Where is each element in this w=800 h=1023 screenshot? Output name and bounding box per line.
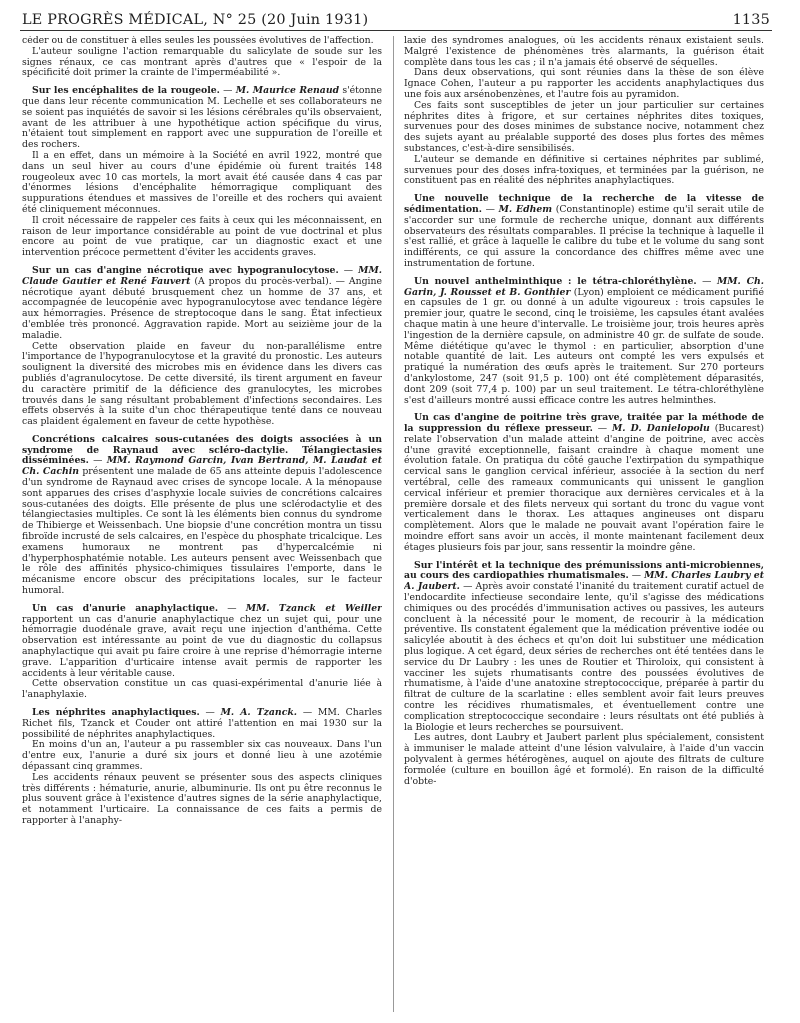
page-number: 1135 — [732, 12, 770, 28]
paragraph: céder ou de constituer à elles seules les poussées évolutives de l'affection. — [22, 36, 374, 46]
article-text: s'étonne que dans leur récente communication M. Lechelle et ses collaborateurs ne se soient pas inquiétés de savoir si les lésions cérébrales qu'ils observaient, avant de les attribuer à une hypothétique action spécifique du virus, n'étaient tout simplement en rapport avec une suppuration de l'oreille et des rochers. — [22, 85, 382, 151]
article-anthelminthique: Un nouvel anthelminthique : le tétra-chloréthylène. — MM. Ch. Garin, J. Rousset et B. Gonthier (Lyon) emploient ce médicament purifié en capsules de 1 gr. ou donné à un adulte vigoureux : trois capsules le premier jour, quatre le second, cinq le troisième, les capsules étant avalées chaque matin à une heure d'intervalle. Le troisième jour, trois heures après l'ingestion de la dernière capsule, on administre 40 gr. de sulfate de soude. Même diététique qu'avec le thymol : en particulier, absorption d'une notable quantité de lait. Les auteurs ont compté les vers expulsés et pratiqué la numération des œufs après le traitement. Sur 270 porteurs d'ankylostome, 247 (soit 91,5 p. 100) ont été complètement déparasités, dont 209 (soit 77,4 p. 100) par un seul traitement. Le tétra-chloréthylène s'est d'ailleurs montré aussi efficace contre les autres helminthes. — [404, 275, 764, 406]
article-text: — Après avoir constaté l'inanité du traitement curatif actuel de l'endocardite infectieuse secondaire lente, qu'il s'agisse des médications chimiques ou des procédés d'immunisation actives ou passives, les auteurs concluent à la nécessité pour le moment, de recourir à la médication préventive. Ils constatent également que la médication préventive iodée ou salicylée aboutit à des échecs et qu'on doit lui substituer une médication plus logique. A cet égard, deux séries de recherches ont été tentées dans le service du Dr Laubry : les unes de Routier et Thiroloix, qui consistent à vacciner les sujets rhumatisants contre des poussées évolutives de rhumatisme, à l'aide d'une anatoxine streptococcique, préparée à partir du filtrat de culture de la scarlatine : elles semblent avoir fait leurs preuves contre les récidives rhumatismales, et éventuellement contre une complication streptococcique secondaire : leurs résultats ont été publiés à la Biologie et leurs recherches se poursuivent. — [404, 581, 764, 733]
article-sedimentation: Une nouvelle technique de la recherche de la vitesse de sédimentation. — M. Edhem (Constantinople) estime qu'il serait utile de s'accorder sur une formule de recherche unique, donnant aux différents observateurs des résultats comparables. Il précise la technique à laquelle il s'est rallié, et grâce à laquelle le calibre du tube et le volume du sang sont indifférents, ce qui assure la concordance des chiffres même avec une instrumentation de fortune. — [404, 193, 764, 269]
article-author: MM. Charles Laubry et A. Jaubert. — [404, 570, 764, 593]
article-premunissions: Sur l'intérêt et la technique des prémunissions anti-microbiennes, au cours des cardiopathies rhumatismales. — MM. Charles Laubry et A. Jaubert. — Après avoir constaté l'inanité du traitement curatif actuel de l'endocardite infectieuse secondaire lente, qu'il s'agisse des médications chimiques ou des procédés d'immunisation actives ou passives, les auteurs concluent à la nécessité pour le moment, de recourir à la médication préventive. Ils constatent également que la médication préventive iodée ou salicylée aboutit à des échecs et qu'on doit lui substituer une médication plus logique. A cet égard, deux séries de recherches ont été tentées dans le service du Dr Laubry : les unes de Routier et Thiroloix, qui consistent à vacciner les sujets rhumatisants contre des poussées évolutives de rhumatisme, à l'aide d'une anatoxine streptococcique, préparée à partir du filtrat de culture de la scarlatine : elles semblent avoir fait leurs preuves contre les récidives rhumatismales, et éventuellement contre une complication streptococcique secondaire : leurs résultats ont été publiés à la Biologie et leurs recherches se poursuivent. Les autres, dont Laubry et Jaubert parlent plus spécialement, consistent à immuniser le malade atteint d'une lésion valvulaire, à l'aide d'un vaccin polyvalent à germes hétérogènes, auquel on ajoute des filtrats de culture formolée (culture en bouillon âgé et formolé). En raison de la difficulté d'obte- — [404, 559, 764, 787]
article-text: (Lyon) emploient ce médicament purifié en capsules de 1 gr. ou donné à un adulte vigoureux : trois capsules le premier jour, quatre le second, cinq le troisième, les capsules étant avalées chaque matin à une heure d'intervalle. Le troisième jour, trois heures après l'ingestion de la dernière capsule, on administre 40 gr. de sulfate de soude. Même diététique qu'avec le thymol : en particulier, absorption d'une notable quantité de lait. Les auteurs ont compté les vers expulsés et pratiqué la numération des œufs après le traitement. Sur 270 porteurs d'ankylostome, 247 (soit 91,5 p. 100) ont été complètement déparasités, dont 209 (soit 77,4 p. 100) par un seul traitement. Le tétra-chloréthylène s'est d'ailleurs montré aussi efficace contre les autres helminthes. — [404, 286, 764, 406]
paragraph: L'auteur souligne l'action remarquable du salicylate de soude sur les signes rénaux, ce cas montrant après d'autres que « l'espoir de la spécificité doit primer la crainte de l'imperméabilité ». — [22, 45, 382, 79]
paragraph: Dans deux observations, qui sont réunies dans la thèse de son élève Ignace Cohen, l'auteur a pu rapporter les accidents anaphylactiques dus une fois aux arsénobenzènes, et l'autre fois au pyramidon. — [404, 67, 764, 100]
article-title: Sur les encéphalites de la rougeole. — [32, 85, 220, 97]
paragraph: En moins d'un an, l'auteur a pu rassembler six cas nouveaux. Dans l'un d'entre eux, l'anurie a duré six jours et donné lieu à une azotémie dépassant cinq grammes. — [22, 739, 382, 772]
article-text: rapportent un cas d'anurie anaphylactique chez un sujet qui, pour une hémorragie duodénale grave, avait reçu une injection d'anthéma. Cette observation est intéressante au point de vue du diagnostic du collapsus anaphylactique qui avait pu faire croire à une reprise d'hémorragie interne grave. L'apparition d'urticaire intense avait permis de rapporter les accidents à leur véritable cause. — [22, 613, 382, 679]
column-divider — [393, 36, 394, 1012]
journal-page — [20, 12, 772, 1012]
article-title: Concrétions calcaires sous-cutanées des doigts associées à un syndrome de Raynaud avec scléro-dactylie. Télangiectasies disséminées. — [22, 433, 382, 467]
article-title: Sur un cas d'angine nécrotique avec hypogranulocytose. — [32, 264, 339, 276]
article-author: M. D. Danielopolu — [611, 423, 710, 435]
article-text: présentent une malade de 65 ans atteinte depuis l'adolescence d'un syndrome de Raynaud avec crises de syncope locale. A la ménopause sont apparues des crises d'asphyxie locale suivies de concrétions calcaires sous-cutanées des doigts. Elle présente de plus une sclérodactylie et des télangiectasies multiples. Ce sont là les éléments bien connus du syndrome de Thibierge et Weissenbach. Une biopsie d'une concrétion montra un tissu fibroïde incrusté de sels calcaires, en l'espèce du phosphate tricalcique. Les examens humoraux ne montrent pas d'hypercalcémie ni d'hyperphosphatémie notable. Les auteurs pensent avec Weissenbach que le rôle des affinités physico-chimiques tissulaires l'emporte, dans le mécanisme encore obscur des précipitations locales, sur le facteur humoral. — [22, 466, 382, 597]
article-author: MM. Raymond Garcin, Ivan Bertrand, M. Laudat et Ch. Cachin — [22, 455, 382, 478]
right-column — [404, 36, 764, 1012]
paragraph: Cette observation constitue un cas quasi-expérimental d'anurie liée à l'anaphylaxie. — [22, 678, 382, 701]
text-columns — [20, 36, 772, 1012]
article-text: (A propos du procès-verbal). — Angine nécrotique ayant débuté brusquement chez un homme de 37 ans, et accompagnée de leucopénie avec hypogranulocytose avec tendance légère aux hémorragies. Présence de streptocoque dans le sang. État infectieux d'emblée très prononcé. Aggravation rapide. Mort au seizième jour de la maladie. — [22, 275, 382, 341]
journal-title: LE PROGRÈS MÉDICAL, N° 25 (20 Juin 1931) — [22, 12, 369, 28]
paragraph: Ces faits sont susceptibles de jeter un jour particulier sur certaines néphrites dites à frigore, et sur certaines néphrites dites toxiques, survenues pour des doses minimes de substance nocive, notamment chez des sujets ayant au préalable supporté des doses plus fortes des mêmes substances, c'est-à-dire sensibilisés. — [404, 99, 764, 154]
article-angine-necrotique: Sur un cas d'angine nécrotique avec hypogranulocytose. — MM. Claude Gautier et René Fauvert (A propos du procès-verbal). — Angine nécrotique ayant débuté brusquement chez un homme de 37 ans, et accompagnée de leucopénie avec hypogranulocytose avec tendance légère aux hémorragies. Présence de streptocoque dans le sang. État infectieux d'emblée très prononcé. Aggravation rapide. Mort au seizième jour de la maladie. Cette observation plaide en faveur du non-parallélisme entre l'importance de l'hypogranulocytose et la gravité du pronostic. Les auteurs soulignent la diversité des microbes mis en évidence dans les divers cas publiés d'agranulocytose. De cette diversité, ils tirent argument en faveur du caractère primitif de la déficience des granulocytes, les microbes trouvés dans le sang résultant probablement d'infections secondaires. Les effets observés à la suite d'un choc thérapeutique tenté dans ce nouveau cas plaident également en faveur de cette hypothèse. — [22, 264, 382, 428]
paragraph: Cette observation plaide en faveur du non-parallélisme entre l'importance de l'hypogranulocytose et la gravité du pronostic. Les auteurs soulignent la diversité des microbes mis en évidence dans les divers cas publiés d'agranulocytose. De cette diversité, ils tirent argument en faveur du caractère primitif de la déficience des granulocytes, les microbes trouvés dans le sang résultant probablement d'infections secondaires. Les effets observés à la suite d'un choc thérapeutique tenté dans ce nouveau cas plaident également en faveur de cette hypothèse. — [22, 340, 382, 428]
article-author: MM. Tzanck et Weiller — [245, 602, 382, 614]
article-title: Un cas d'angine de poitrine très grave, traitée par la méthode de la suppression du réflexe presseur. — [404, 412, 764, 435]
paragraph: Il a en effet, dans un mémoire à la Société en avril 1922, montré que dans un seul hiver au cours d'une épidémie où furent traités 148 rougeoleux avec 10 cas mortels, la mort avait été causée dans 4 cas par d'énormes lésions d'encéphalite hémorragique compliquant des suppurations étendues et massives de l'oreille et des rochers qui avaient été cliniquement méconnues. — [22, 149, 382, 215]
paragraph: Il croit nécessaire de rappeler ces faits à ceux qui les méconnaissent, en raison de leur importance considérable au point de vue doctrinal et plus encore au point de vue pratique, car un diagnostic exact et une intervention précoce permettent d'éviter les accidents graves. — [22, 214, 382, 259]
article-anurie: Un cas d'anurie anaphylactique. — MM. Tzanck et Weiller rapportent un cas d'anurie anaphylactique chez un sujet qui, pour une hémorragie duodénale grave, avait reçu une injection d'anthéma. Cette observation est intéressante au point de vue du diagnostic du collapsus anaphylactique qui avait pu faire croire à une reprise d'hémorragie interne grave. L'apparition d'urticaire intense avait permis de rapporter les accidents à leur véritable cause. Cette observation constitue un cas quasi-expérimental d'anurie liée à l'anaphylaxie. — [22, 602, 382, 701]
article-author: MM. Ch. Garin, J. Rousset et B. Gonthier — [404, 275, 764, 298]
left-column — [22, 36, 382, 1012]
paragraph: Les autres, dont Laubry et Jaubert parlent plus spécialement, consistent à immuniser le malade atteint d'une lésion valvulaire, à l'aide d'un vaccin polyvalent à germes hétérogènes, auquel on ajoute des filtrats de culture formolée (culture en bouillon âgé et formolé). En raison de la difficulté d'obte- — [404, 732, 764, 787]
article-encephalites: Sur les encéphalites de la rougeole. — M. Maurice Renaud s'étonne que dans leur récente communication M. Lechelle et ses collaborateurs ne se soient pas inquiétés de savoir si les lésions cérébrales qu'ils observaient, avant de les attribuer à une hypothétique action spécifique du virus, n'étaient tout simplement en rapport avec une suppuration de l'oreille et des rochers. Il a en effet, dans un mémoire à la Société en avril 1922, montré que dans un seul hiver au cours d'une épidémie où furent traités 148 rougeoleux avec 10 cas mortels, la mort avait été causée dans 4 cas par d'énormes lésions d'encéphalite hémorragique compliquant des suppurations étendues et massives de l'oreille et des rochers qui avaient été cliniquement méconnues. Il croit nécessaire de rappeler ces faits à ceux qui les méconnaissent, en raison de leur importance considérable au point de vue doctrinal et plus encore au point de vue pratique, car un diagnostic exact et une intervention précoce permettent d'éviter les accidents graves. — [22, 85, 382, 259]
article-title: Les néphrites anaphylactiques. — [32, 707, 200, 719]
article-text: (Bucarest) relate l'observation d'un malade atteint d'angine de poitrine, avec accès d'une gravité exceptionnelle, faisant craindre à chaque moment une évolution fatale. On pratiqua du côté gauche l'extirpation du sympathique cervical sans le ganglion cervical inférieur, associée à la section du nerf vertébral, celle des rameaux communicants qui unissent le ganglion cervical inférieur et premier thoracique aux dernières cervicales et à la première dorsale et des filets nerveux qui sortant du tronc du vague vont verticalement dans le thorax. Les attaques angineuses ont disparu complètement. Alors que le malade ne pouvait avant l'opération faire le moindre effort sans avoir un accès, il monte maintenant facilement deux étages plusieurs fois par jour, sans ressentir la moindre gêne. — [404, 423, 764, 553]
article-nephrites: Les néphrites anaphylactiques. — M. A. Tzanck. — MM. Charles Richet fils, Tzanck et Couder ont attiré l'attention en mai 1930 sur la possibilité de néphrites anaphylactiques. En moins d'un an, l'auteur a pu rassembler six cas nouveaux. Dans l'un d'entre eux, l'anurie a duré six jours et donné lieu à une azotémie dépassant cinq grammes. Les accidents rénaux peuvent se présenter sous des aspects cliniques très différents : hématurie, anurie, albuminurie. Ils ont pu être reconnus le plus souvent grâce à l'existence d'autres signes de la série anaphylactique, et notamment l'urticaire. La connaissance de ces faits a permis de rapporter à l'anaphy- — [22, 707, 382, 826]
article-author: M. Maurice Renaud — [235, 85, 340, 97]
article-angine-poitrine: Un cas d'angine de poitrine très grave, traitée par la méthode de la suppression du réflexe presseur. — M. D. Danielopolu (Bucarest) relate l'observation d'un malade atteint d'angine de poitrine, avec accès d'une gravité exceptionnelle, faisant craindre à chaque moment une évolution fatale. On pratiqua du côté gauche l'extirpation du sympathique cervical sans le ganglion cervical inférieur, associée à la section du nerf vertébral, celle des rameaux communicants qui unissent le ganglion cervical inférieur et premier thoracique aux dernières cervicales et à la première dorsale et des filets nerveux qui sortant du tronc du vague vont verticalement dans le thorax. Les attaques angineuses ont disparu complètement. Alors que le malade ne pouvait avant l'opération faire le moindre effort sans avoir un accès, il monte maintenant facilement deux étages plusieurs fois par jour, sans ressentir la moindre gêne. — [404, 412, 764, 553]
article-title: Un cas d'anurie anaphylactique. — [32, 602, 219, 614]
article-text: (Constantinople) estime qu'il serait utile de s'accorder sur une formule de recherche unique, donnant aux différents observateurs des résultats comparables. Il précise la technique à laquelle il s'est rallié, et grâce à laquelle le calibre du tube et le volume du sang sont indifférents, ce qui assure la concordance des chiffres même avec une instrumentation de fortune. — [404, 203, 764, 269]
paragraph: laxie des syndromes analogues, où les accidents rénaux existaient seuls. Malgré l'existence de phénomènes très alarmants, la guérison était complète dans tous les cas ; il n'a jamais été observé de séquelles. — [404, 36, 764, 68]
article-text: — MM. Charles Richet fils, Tzanck et Couder ont attiré l'attention en mai 1930 sur la possibilité de néphrites anaphylactiques. — [22, 707, 382, 740]
running-header — [20, 12, 772, 31]
paragraph: Les accidents rénaux peuvent se présenter sous des aspects cliniques très différents : hématurie, anurie, albuminurie. Ils ont pu être reconnus le plus souvent grâce à l'existence d'autres signes de la série anaphylactique, et notamment l'urticaire. La connaissance de ces faits a permis de rapporter à l'anaphy- — [22, 771, 382, 826]
article-author: M. A. Tzanck. — [220, 707, 298, 719]
article-concretions: Concrétions calcaires sous-cutanées des doigts associées à un syndrome de Raynaud avec scléro-dactylie. Télangiectasies disséminées. — MM. Raymond Garcin, Ivan Bertrand, M. Laudat et Ch. Cachin présentent une malade de 65 ans atteinte depuis l'adolescence d'un syndrome de Raynaud avec crises de syncope locale. A la ménopause sont apparues des crises d'asphyxie locale suivies de concrétions calcaires sous-cutanées des doigts. Elle présente de plus une sclérodactylie et des télangiectasies multiples. Ce sont là les éléments bien connus du syndrome de Thibierge et Weissenbach. Une biopsie d'une concrétion montra un tissu fibroïde incrusté de sels calcaires, en l'espèce du phosphate tricalcique. Les examens humoraux ne montrent pas d'hypercalcémie ni d'hyperphosphatémie notable. Les auteurs pensent avec Weissenbach que le rôle des affinités physico-chimiques tissulaires l'emporte, dans le mécanisme encore obscur des précipitations locales, sur le facteur humoral. — [22, 433, 382, 597]
article-author: M. Edhem — [498, 203, 553, 215]
paragraph: L'auteur se demande en définitive si certaines néphrites par sublimé, survenues pour des doses infra-toxiques, et terminées par la guérison, ne constituent pas en réalité des néphrites anaphylactiques. — [404, 153, 764, 187]
article-title: Sur l'intérêt et la technique des prémunissions anti-microbiennes, au cours des cardiopathies rhumatismales. — [404, 559, 764, 582]
article-title: Un nouvel anthelminthique : le tétra-chloréthylène. — [414, 275, 697, 287]
article-author: MM. Claude Gautier et René Fauvert — [22, 264, 382, 287]
article-title: Une nouvelle technique de la recherche de la vitesse de sédimentation. — [404, 193, 764, 215]
